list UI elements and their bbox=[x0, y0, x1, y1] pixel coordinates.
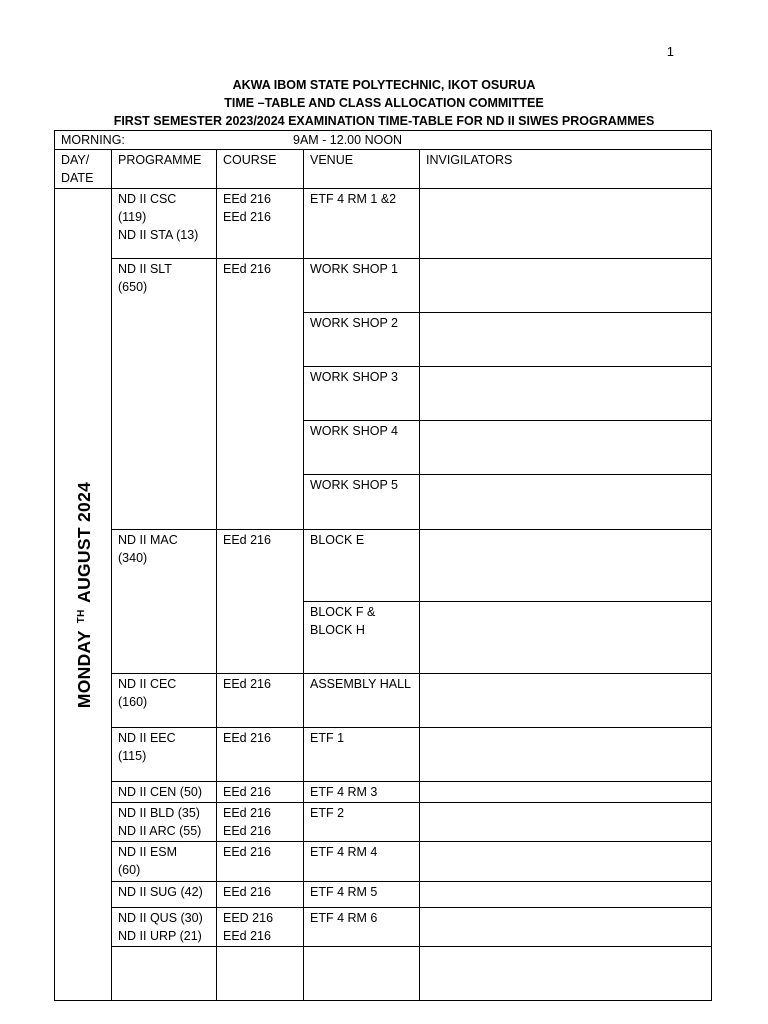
programme-line: ND II BLD (35) bbox=[118, 806, 200, 820]
table-row bbox=[55, 803, 712, 842]
programme-line: ND II ARC (55) bbox=[118, 824, 202, 838]
table-row bbox=[55, 908, 712, 947]
morning-label: MORNING: bbox=[61, 133, 125, 147]
day-ordinal-suffix: TH bbox=[76, 608, 87, 623]
venue-line: BLOCK H bbox=[310, 623, 365, 637]
course-line: EEd 216 bbox=[223, 210, 271, 224]
course-cell: EEd 216 bbox=[217, 530, 304, 674]
day-date-cell bbox=[55, 189, 112, 1001]
table-row bbox=[55, 674, 712, 728]
invigilators-cell bbox=[420, 475, 712, 530]
course-line: EED 216 bbox=[223, 911, 274, 925]
venue-cell: WORK SHOP 2 bbox=[304, 313, 420, 367]
venue-cell: WORK SHOP 3 bbox=[304, 367, 420, 421]
course-cell: EEd 216 bbox=[217, 728, 304, 782]
institution-heading: AKWA IBOM STATE POLYTECHNIC, IKOT OSURUA bbox=[232, 78, 536, 92]
venue-cell: ETF 1 bbox=[304, 728, 420, 782]
table-row bbox=[55, 882, 712, 908]
invigilators-cell bbox=[420, 367, 712, 421]
timetable bbox=[54, 130, 712, 1001]
course-line: EEd 216 bbox=[223, 192, 271, 206]
programme-cell bbox=[112, 803, 217, 842]
course-line: EEd 216 bbox=[223, 806, 271, 820]
programme-cell bbox=[112, 674, 217, 728]
invigilators-cell bbox=[420, 421, 712, 475]
header-venue: VENUE bbox=[304, 150, 420, 189]
header-invigilators: INVIGILATORS bbox=[420, 150, 712, 189]
venue-cell: WORK SHOP 4 bbox=[304, 421, 420, 475]
venue-cell: WORK SHOP 5 bbox=[304, 475, 420, 530]
venue-cell: ETF 2 bbox=[304, 803, 420, 842]
course-cell bbox=[217, 189, 304, 259]
programme-line: (60) bbox=[118, 863, 141, 877]
table-row bbox=[55, 728, 712, 782]
committee-heading: TIME –TABLE AND CLASS ALLOCATION COMMITTEE bbox=[224, 96, 544, 110]
venue-cell bbox=[304, 947, 420, 1001]
programme-line: (650) bbox=[118, 280, 148, 294]
header-day-date bbox=[55, 150, 112, 189]
invigilators-cell bbox=[420, 313, 712, 367]
programme-line: ND II QUS (30) bbox=[118, 911, 203, 925]
venue-cell: BLOCK E bbox=[304, 530, 420, 602]
course-cell: EEd 216 bbox=[217, 882, 304, 908]
programme-line: ND II URP (21) bbox=[118, 929, 202, 943]
exam-title-heading: FIRST SEMESTER 2023/2024 EXAMINATION TIME-TABLE FOR ND II SIWES PROGRAMMES bbox=[113, 114, 655, 128]
course-line: EEd 216 bbox=[223, 929, 271, 943]
programme-line: (115) bbox=[118, 749, 147, 763]
table-row bbox=[55, 782, 712, 803]
programme-cell bbox=[112, 189, 217, 259]
venue-cell: ETF 4 RM 5 bbox=[304, 882, 420, 908]
course-cell: EEd 216 bbox=[217, 259, 304, 530]
header-programme: PROGRAMME bbox=[112, 150, 217, 189]
venue-cell bbox=[304, 602, 420, 674]
table-row bbox=[55, 530, 712, 602]
programme-cell bbox=[112, 842, 217, 882]
invigilators-cell bbox=[420, 728, 712, 782]
day-weekday: MONDAY bbox=[74, 629, 94, 708]
invigilators-cell bbox=[420, 803, 712, 842]
invigilators-cell bbox=[420, 189, 712, 259]
table-row bbox=[55, 259, 712, 313]
venue-cell: WORK SHOP 1 bbox=[304, 259, 420, 313]
invigilators-cell bbox=[420, 602, 712, 674]
programme-line: ND II STA (13) bbox=[118, 228, 199, 242]
header-course: COURSE bbox=[217, 150, 304, 189]
programme-line: ND II CEC bbox=[118, 677, 177, 691]
table-row bbox=[55, 189, 712, 259]
invigilators-cell bbox=[420, 259, 712, 313]
programme-cell bbox=[112, 530, 217, 674]
morning-time: 9AM - 12.00 NOON bbox=[293, 133, 403, 147]
table-row-empty bbox=[55, 947, 712, 1001]
venue-cell: ETF 4 RM 4 bbox=[304, 842, 420, 882]
programme-line: ND II MAC bbox=[118, 533, 178, 547]
invigilators-cell bbox=[420, 674, 712, 728]
programme-line: ND II EEC bbox=[118, 731, 176, 745]
course-line: EEd 216 bbox=[223, 824, 271, 838]
programme-cell: ND II CEN (50) bbox=[112, 782, 217, 803]
course-cell: EEd 216 bbox=[217, 842, 304, 882]
programme-cell: ND II SUG (42) bbox=[112, 882, 217, 908]
venue-cell: ASSEMBLY HALL bbox=[304, 674, 420, 728]
morning-session-row bbox=[55, 131, 712, 150]
page-number: 1 bbox=[666, 44, 674, 59]
invigilators-cell bbox=[420, 882, 712, 908]
header-day-label: DAY/ bbox=[61, 153, 90, 167]
table-row bbox=[55, 842, 712, 882]
course-cell: EEd 216 bbox=[217, 674, 304, 728]
invigilators-cell bbox=[420, 908, 712, 947]
invigilators-cell bbox=[420, 782, 712, 803]
course-cell: EEd 216 bbox=[217, 782, 304, 803]
programme-cell bbox=[112, 908, 217, 947]
programme-line: (340) bbox=[118, 551, 148, 565]
programme-cell bbox=[112, 728, 217, 782]
course-cell bbox=[217, 908, 304, 947]
day-month-year: AUGUST 2024 bbox=[74, 481, 94, 603]
programme-cell bbox=[112, 947, 217, 1001]
programme-line: ND II SLT bbox=[118, 262, 172, 276]
venue-line: BLOCK F & bbox=[310, 605, 376, 619]
programme-line: ND II CSC bbox=[118, 192, 177, 206]
course-cell bbox=[217, 803, 304, 842]
header-date-label: DATE bbox=[61, 171, 94, 185]
invigilators-cell bbox=[420, 842, 712, 882]
venue-cell: ETF 4 RM 6 bbox=[304, 908, 420, 947]
programme-cell bbox=[112, 259, 217, 530]
venue-cell: ETF 4 RM 1 &2 bbox=[304, 189, 420, 259]
programme-line: (160) bbox=[118, 695, 148, 709]
course-cell bbox=[217, 947, 304, 1001]
programme-line: ND II ESM bbox=[118, 845, 178, 859]
day-date-vertical-text bbox=[73, 481, 93, 707]
venue-cell: ETF 4 RM 3 bbox=[304, 782, 420, 803]
programme-line: (119) bbox=[118, 210, 147, 224]
invigilators-cell bbox=[420, 530, 712, 602]
invigilators-cell bbox=[420, 947, 712, 1001]
